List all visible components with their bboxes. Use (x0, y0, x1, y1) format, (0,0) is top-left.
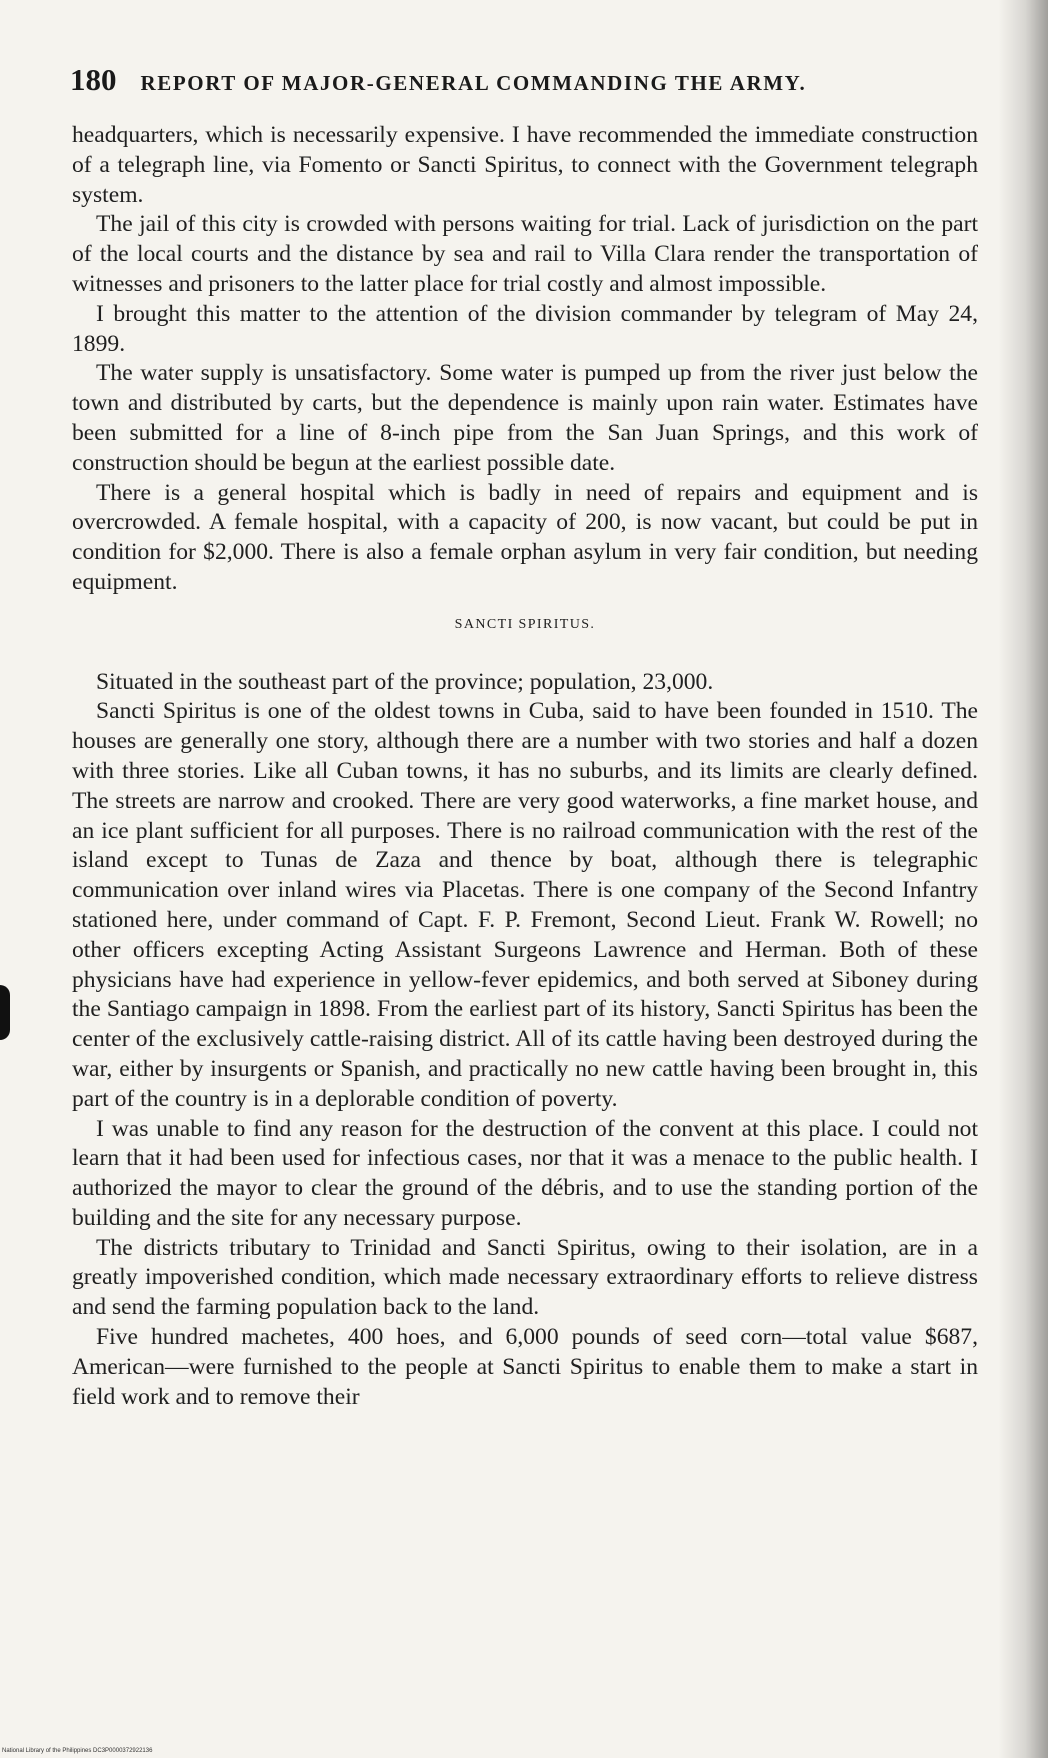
running-title: REPORT OF MAJOR-GENERAL COMMANDING THE ARMY. (140, 71, 807, 95)
paragraph: Five hundred machetes, 400 hoes, and 6,000 pounds of seed corn—total value $687, American—were furnished to the people at Sancti Spiritus to enable them to make a start in field work and to remove their (72, 1324, 978, 1410)
binding-mark (0, 985, 10, 1040)
page-body (72, 121, 978, 1412)
page-edge-shadow (998, 0, 1048, 1758)
paragraph: I was unable to find any reason for the destruction of the convent at this place. I could not learn that it had been used for infectious cases, nor that it was a menace to the public health. I authorized the mayor to clear the ground of the débris, and to use the standing portion of the building and the site for any necessary purpose. (72, 1115, 978, 1231)
paragraph: headquarters, which is necessarily expensive. I have recommended the immediate construction of a telegraph line, via Fomento or Sancti Spiritus, to connect with the Government telegraph system. (72, 122, 978, 208)
paragraph: I brought this matter to the attention of the division commander by telegram of May 24, 1899. (72, 300, 978, 357)
paragraph: Sancti Spiritus is one of the oldest towns in Cuba, said to have been founded in 1510. The houses are generally one story, although there are a number with two stories and half a dozen with three stories. Like all Cuban towns, it has no suburbs, and its limits are clearly defined. The streets are narrow and crooked. There are very good waterworks, a fine market house, and an ice plant sufficient for all purposes. There is no railroad communication with the rest of the island except to Tunas de Zaza and thence by boat, although there is telegraphic communication over inland wires via Placetas. There is one company of the Second Infantry stationed here, under command of Capt. F. P. Fremont, Second Lieut. Frank W. Rowell; no other officers excepting Acting Assistant Surgeons Lawrence and Herman. Both of these physicians have had experience in yellow-fever epidemics, and both served at Siboney during the Santiago campaign in 1898. From the earliest part of its history, Sancti Spiritus has been the center of the exclusively cattle-raising district. All of its cattle having been destroyed during the war, either by insurgents or Spanish, and practically no new cattle having been brought in, this part of the country is in a deplorable condition of poverty. (72, 698, 978, 1112)
page-number: 180 (70, 62, 117, 97)
paragraph: Situated in the southeast part of the province; population, 23,000. (96, 668, 714, 695)
page-header (70, 62, 940, 98)
paragraph: The districts tributary to Trinidad and Sancti Spiritus, owing to their isolation, are in a greatly impoverished condition, which made necessary extraordinary efforts to relieve distress and send the farming population back to the land. (72, 1234, 978, 1321)
paragraph: The water supply is unsatisfactory. Some water is pumped up from the river just below the town and distributed by carts, but the dependence is mainly upon rain water. Estimates have been submitted for a line of 8-inch pipe from the San Juan Springs, and this work of construction should be begun at the earliest possible date. (72, 360, 978, 476)
section-heading: SANCTI SPIRITUS. (454, 616, 596, 632)
footer-caption: National Library of the Philippines DC3P0000372922136 (2, 1748, 153, 1754)
paragraph: The jail of this city is crowded with persons waiting for trial. Lack of jurisdiction on the part of the local courts and the distance by sea and rail to Villa Clara render the transportation of witnesses and prisoners to the latter place for trial costly and almost impossible. (72, 211, 978, 297)
paragraph: There is a general hospital which is badly in need of repairs and equipment and is overcrowded. A female hospital, with a capacity of 200, is now vacant, but could be put in condition for $2,000. There is also a female orphan asylum in very fair condition, but needing equipment. (72, 479, 978, 595)
